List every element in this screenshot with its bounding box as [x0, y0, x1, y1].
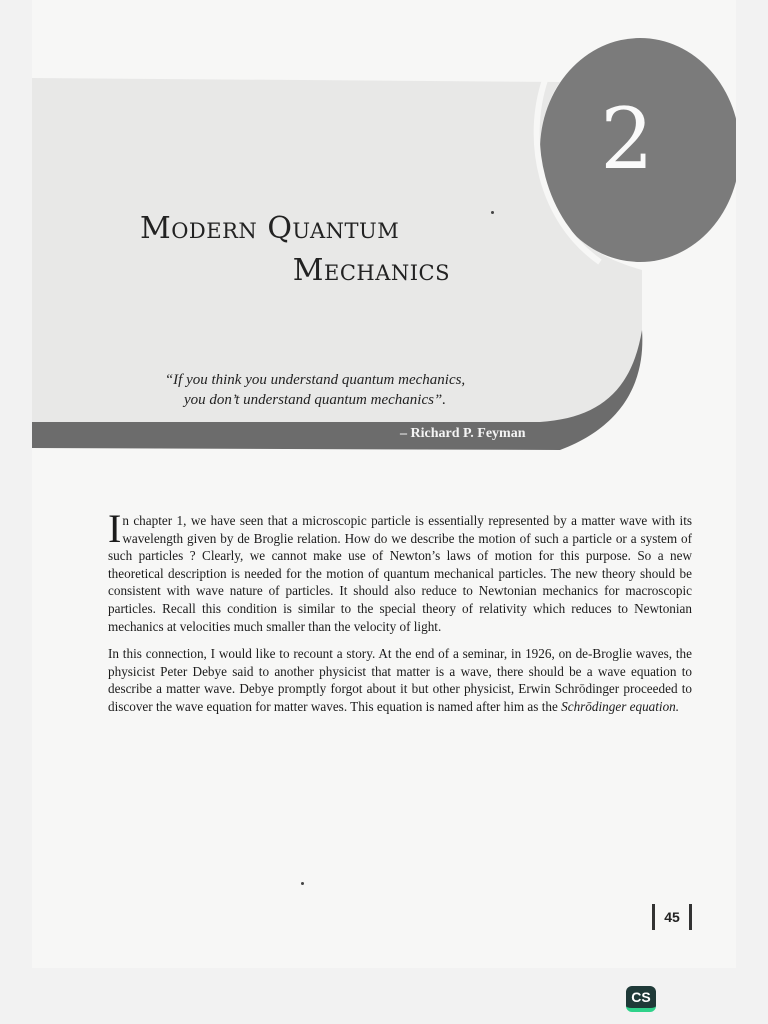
page-number: 45 — [652, 904, 692, 930]
chapter-number: 2 — [600, 90, 652, 188]
paragraph-1-text: n chapter 1, we have seen that a microscopic particle is essentially represented by a matter wave with its wavelength given by de Broglie relation. How do we describe the motion of such a particle or a system of such particles ? Clearly, we cannot make use of Newton’s laws of motion for this purpose. So a new theoretical description is needed for the motion of quantum mechanical particles. The new theory should be consistent with wave nature of particles. It should also reduce to Newtonian mechanics for macroscopic particles. Recall this condition is similar to the special theory of relativity which reduces to Newtonian mechanics at velocities much smaller than the velocity of light. — [108, 513, 692, 634]
chapter-title-line2: Mechanics — [292, 253, 450, 288]
scanner-logo-icon: CS — [626, 986, 656, 1012]
epigraph-author: – Richard P. Feyman — [400, 426, 526, 441]
drop-cap: I — [108, 506, 122, 551]
paragraph-2-text: In this connection, I would like to recount a story. At the end of a seminar, in 1926, on de-Broglie waves, the physicist Peter Debye said to another physicist that matter is a wave, there should be a wave equation to describe a matter wave. Debye promptly forgot about it but other physicist, Erwin Schrōdinger proceeded to discover the wave equation for matter waves. This equation is named after him as the — [108, 646, 692, 714]
chapter-title-line1: Modern Quantum — [140, 211, 400, 246]
epigraph-line1: “If you think you understand quantum mechanics, — [164, 372, 466, 388]
paragraph-2 — [108, 645, 692, 715]
paragraph-1 — [108, 506, 692, 635]
epigraph-line2: you don’t understand quantum mechanics”. — [183, 392, 447, 408]
speck — [301, 882, 304, 885]
chapter-title — [140, 208, 450, 292]
speck — [491, 211, 494, 214]
chapter-body — [108, 506, 692, 726]
paragraph-2-emphasis: Schrōdinger equation. — [561, 698, 680, 714]
epigraph-quote — [150, 370, 480, 410]
